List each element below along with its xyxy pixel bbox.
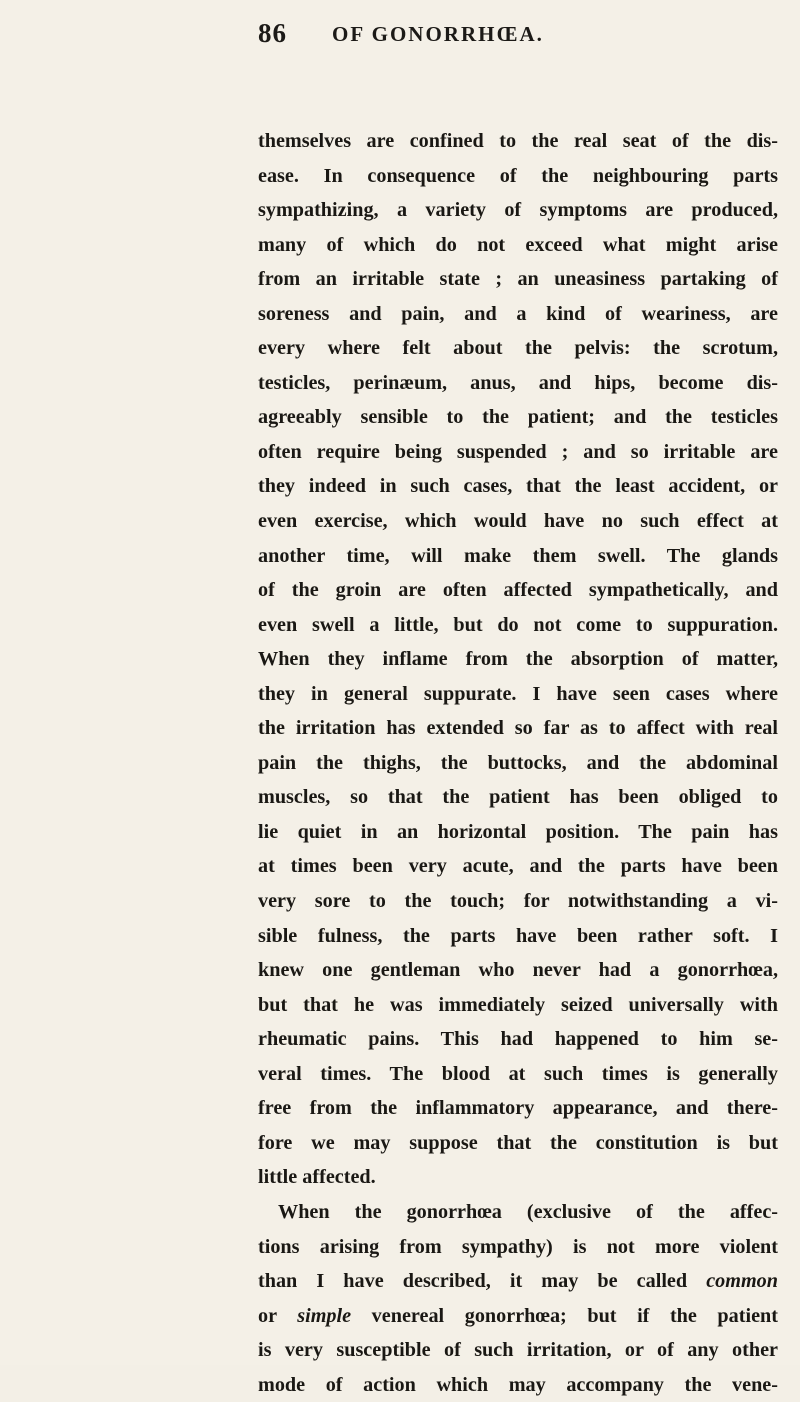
line-segment: venereal gonorrhœa; but if the patient bbox=[371, 1304, 778, 1327]
page-number: 86 bbox=[258, 18, 287, 48]
text-line: pain the thighs, the buttocks, and the abdominal bbox=[258, 751, 778, 774]
running-head bbox=[258, 18, 778, 58]
text-line: many of which do not exceed what might arise bbox=[258, 233, 778, 256]
text-line: veral times. The blood at such times is generally bbox=[258, 1062, 778, 1085]
text-line: free from the inflammatory appearance, and there- bbox=[258, 1097, 778, 1120]
text-line: even swell a little, but do not come to suppuration. bbox=[258, 613, 778, 636]
text-line: mode of action which may accompany the vene- bbox=[258, 1373, 778, 1396]
text-line: another time, will make them swell. The glands bbox=[258, 544, 778, 567]
text-line: soreness and pain, and a kind of weariness, are bbox=[258, 302, 778, 325]
italic-term: simple bbox=[297, 1304, 352, 1327]
line-segment: or bbox=[258, 1304, 277, 1327]
text-line: lie quiet in an horizontal position. The pain has bbox=[258, 820, 778, 843]
text-line: tions arising from sympathy) is not more violent bbox=[258, 1235, 778, 1258]
text-line: often require being suspended ; and so irritable are bbox=[258, 440, 778, 463]
text-line: of the groin are often affected sympathetically, and bbox=[258, 579, 778, 602]
line-segment: than I have described, it may be called bbox=[258, 1270, 688, 1293]
text-line: the irritation has extended so far as to affect with real bbox=[258, 717, 778, 740]
text-line: they indeed in such cases, that the least accident, or bbox=[258, 475, 778, 498]
text-line: sympathizing, a variety of symptoms are produced, bbox=[258, 199, 778, 222]
text-line: is very susceptible of such irritation, or of any other bbox=[258, 1339, 778, 1362]
text-line: at times been very acute, and the parts have been bbox=[258, 855, 778, 878]
text-line: very sore to the touch; for notwithstanding a vi- bbox=[258, 890, 778, 913]
text-line: ease. In consequence of the neighbouring parts bbox=[258, 164, 778, 187]
text-line: knew one gentleman who never had a gonorrhœa, bbox=[258, 959, 778, 982]
text-line: they in general suppurate. I have seen cases where bbox=[258, 682, 778, 705]
running-title: OF GONORRHŒA. bbox=[332, 22, 544, 46]
text-line: sible fulness, the parts have been rather soft. I bbox=[258, 924, 778, 947]
text-line-mixed bbox=[258, 1299, 778, 1334]
text-line: muscles, so that the patient has been obliged to bbox=[258, 786, 778, 809]
text-line: testicles, perinæum, anus, and hips, become dis- bbox=[258, 371, 778, 394]
text-line: When the gonorrhœa (exclusive of the affec- bbox=[278, 1200, 778, 1223]
text-line: little affected. bbox=[258, 1166, 376, 1189]
body-text bbox=[258, 124, 778, 1402]
text-line: rheumatic pains. This had happened to him se- bbox=[258, 1028, 778, 1051]
text-line: fore we may suppose that the constitution is but bbox=[258, 1131, 778, 1154]
text-line: but that he was immediately seized universally with bbox=[258, 993, 778, 1016]
text-line: agreeably sensible to the patient; and the testicles bbox=[258, 406, 778, 429]
text-line: themselves are confined to the real seat of the dis- bbox=[258, 130, 778, 152]
text-line-mixed bbox=[258, 1264, 778, 1299]
italic-term: common bbox=[706, 1270, 778, 1293]
text-line: every where felt about the pelvis: the scrotum, bbox=[258, 337, 778, 360]
text-line: When they inflame from the absorption of matter, bbox=[258, 648, 778, 671]
text-line: from an irritable state ; an uneasiness partaking of bbox=[258, 268, 778, 291]
text-line: even exercise, which would have no such effect at bbox=[258, 510, 778, 533]
